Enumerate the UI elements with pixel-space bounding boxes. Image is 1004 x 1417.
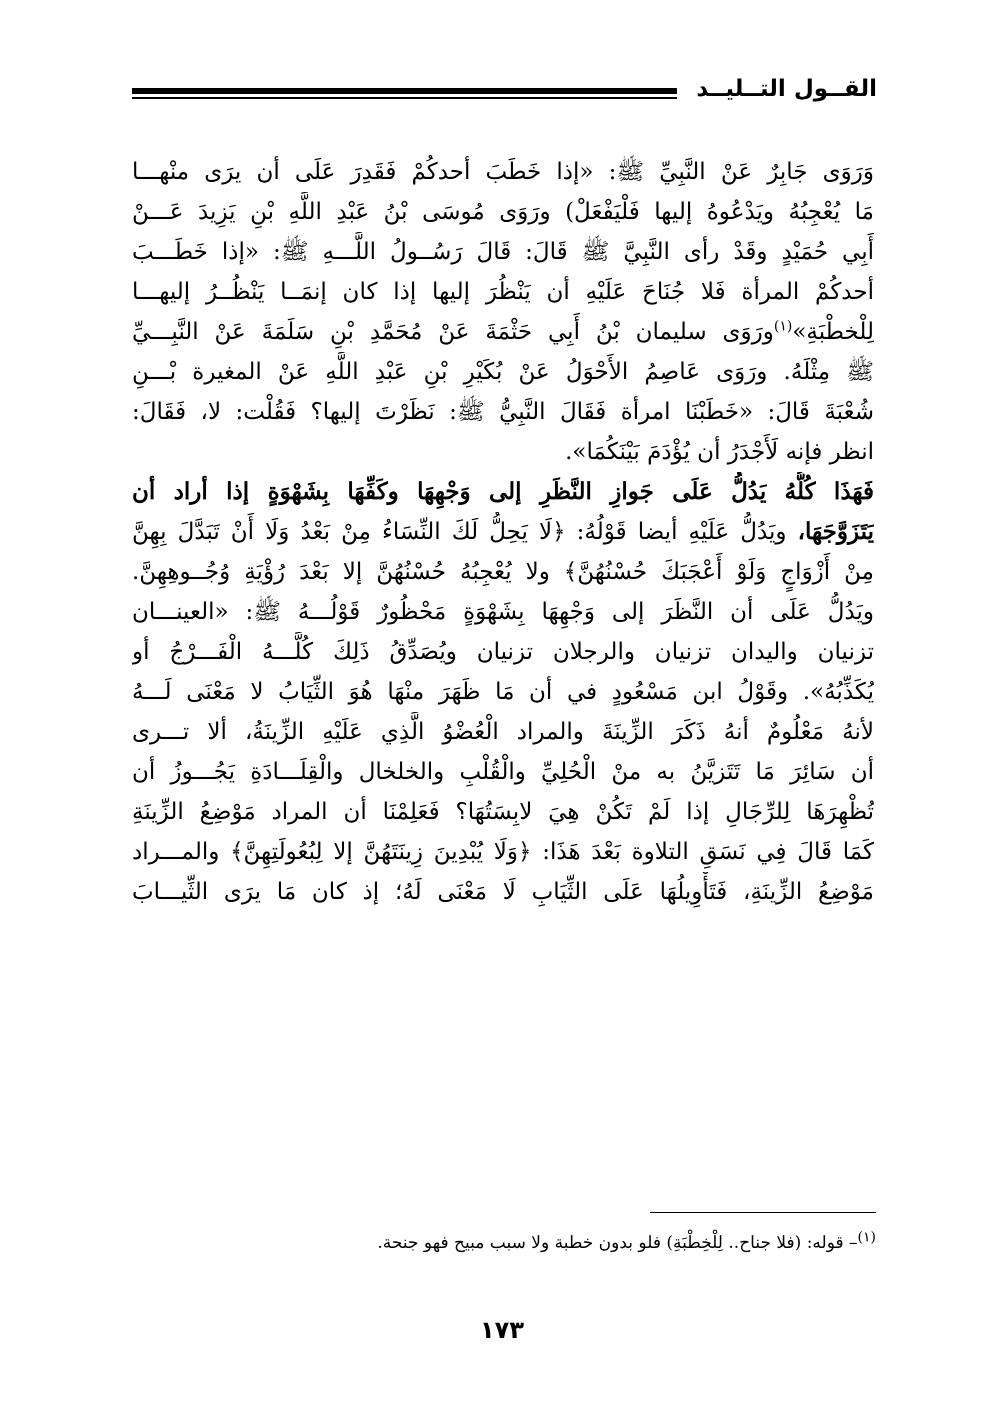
header-rule-thick — [132, 88, 677, 94]
header-double-rule — [132, 88, 677, 99]
text-line-9: فَهَذَا كُلُّهُ يَدُلُّ عَلَى جَوازِ النَّظَرِ إلى وَجْهِهَا وكَفِّهَا بِشَهْوَةٍ إذا أراد أن — [132, 478, 874, 505]
text-line-8: انظر فإنه لَأَجْدَرُ أن يُؤْدَمَ بَيْنَكُمَا». — [565, 439, 874, 465]
page-number: ١٧٣ — [480, 1316, 524, 1344]
footnote-number: (١) — [857, 1229, 876, 1246]
footnote-text: – قوله: (فلا جناح.. لِلْخِطْبَةِ) فلو بدون خطبة ولا سبب مبيح فهو جنحة. — [377, 1233, 858, 1253]
footnote-reference: (١) — [773, 318, 793, 335]
footnote-separator — [650, 1212, 876, 1213]
text-line-3: أَبِي حُمَيْدٍ وقَدْ رأى النَّبِيَّ ﷺ قَالَ: قَالَ رَسُــولُ اللَّـــهِ ﷺ: «إذا خَطَـــبَ — [132, 239, 874, 265]
header-title: القــول التــليــد — [696, 76, 877, 102]
header-rule-thin — [132, 97, 677, 99]
text-segment: ورَوَى سليمان بْنُ أَبِي حَثْمَةَ عَنْ مُحَمَّدِ بْنِ سَلَمَةَ عَنْ النَّبِـــيِّ — [132, 319, 774, 345]
text-line-19: مَوْضِعُ الزِّينَةِ، فَتَأْوِيلُهَا عَلَى الثِّيَابِ لَا مَعْنَى لَهُ؛ إذ كان مَا يرَى الثِّيـــابَ — [132, 879, 874, 905]
text-line-7: شُعْبَةَ قَالَ: «خَطَبْنَا امرأة فَقَالَ النَّبِيُّ ﷺ: نَظَرْتَ إليها؟ فَقُلْت: لا، فَقَالَ: — [132, 399, 874, 425]
body-text — [132, 152, 874, 912]
text-line-5 — [132, 312, 874, 352]
text-line-16: أن سَائِرَ مَا تَتَزيَّنُ به منْ الْحُلِيِّ والْقُلْبِ والخلخال والْقِلَـــادَةِ يَجُـــوزُ أن — [132, 759, 874, 785]
text-line-14: يُكَذِّبُهُ». وقَوْلُ ابن مَسْعُودٍ في أن مَا ظَهَرَ منْهَا هُوَ الثِّيَابُ لا مَعْنَى لَـــهُ — [132, 679, 874, 705]
text-line-1: وَرَوَى جَابِرٌ عَنْ النَّبِيِّ ﷺ: «إذا خَطَبَ أحدكُمْ فَقَدِرَ عَلَى أن يرَى منْهـــا — [132, 159, 874, 185]
text-line-12: ويَدُلُّ عَلَى أن النَّظَرَ إلى وَجْهِهَا بِشَهْوَةٍ مَحْظُورٌ قَوْلُـــهُ ﷺ: «العينـــان — [132, 599, 874, 625]
running-header — [132, 74, 877, 114]
text-line-17: تُظْهِرَهَا لِلرِّجَالِ إذا لَمْ تَكُنْ هِيَ لابِسَتُهَا؟ فَعَلِمْنَا أن المراد مَوْضِعُ الزِّينَةِ — [132, 799, 874, 825]
text-line-10 — [132, 512, 874, 552]
text-line-15: لأنهُ مَعْلُومٌ أنهُ ذَكَرَ الزِّينَةَ والمراد الْعُضْوُ الَّذِي عَلَيْهِ الزِّينَةُ، ألا تـــرى — [132, 719, 874, 745]
footnote — [200, 1230, 876, 1256]
text-line-18: كَمَا قَالَ فِي نَسَقِ التلاوة بَعْدَ هَذَا: ﴿وَلَا يُبْدِينَ زِينَتَهُنَّ إلا لِبُعُولَتِهِنَّ﴾ والمـــراد — [132, 839, 874, 865]
text-line-11: مِنْ أَزْوَاجٍ وَلَوْ أَعْجَبَكَ حُسْنُهُنَّ﴾ ولا يُعْجِبُهُ حُسْنُهُنَّ إلا بَعْدَ رُؤْيَةِ وُجُــوهِهِنَّ. — [132, 559, 874, 585]
text-segment: لِلْخطْبَةِ» — [792, 319, 874, 345]
text-line-4: أحدكُمْ المرأة فَلا جُنَاحَ عَلَيْهِ أن يَنْظُرَ إليها إذا كان إنمَــا يَنْظُــرُ إليهـــا — [132, 279, 874, 305]
text-line-6: ﷺ مِثْلَهُ. ورَوَى عَاصِمُ الأَحْوَلُ عَنْ بُكَيْرِ بْنِ عَبْدِ اللَّهِ عَنْ المغيرة بْـــنِ — [132, 359, 874, 385]
text-line-13: تزنيان واليدان تزنيان والرجلان تزنيان ويُصَدِّقُ ذَلِكَ كُلَّـــهُ الْفَـــرْجُ أو — [132, 639, 874, 665]
text-line-2: مَا يُعْجِبُهُ ويَدْعُوهُ إليها فَلْيَفْعَلْ) ورَوَى مُوسَى بْنُ عَبْدِ اللَّهِ بْنِ يَزِيدَ عَـــنْ — [132, 199, 874, 225]
text-segment: ويَدُلُّ عَلَيْهِ أيضا قَوْلُهُ: ﴿لَا يَحِلُّ لَكَ النِّسَاءُ مِنْ بَعْدُ وَلَا أَنْ تَبَدَّلَ بِهِنَّ — [132, 519, 798, 545]
bold-segment: يَتَزَوَّجَهَا، — [797, 518, 874, 545]
